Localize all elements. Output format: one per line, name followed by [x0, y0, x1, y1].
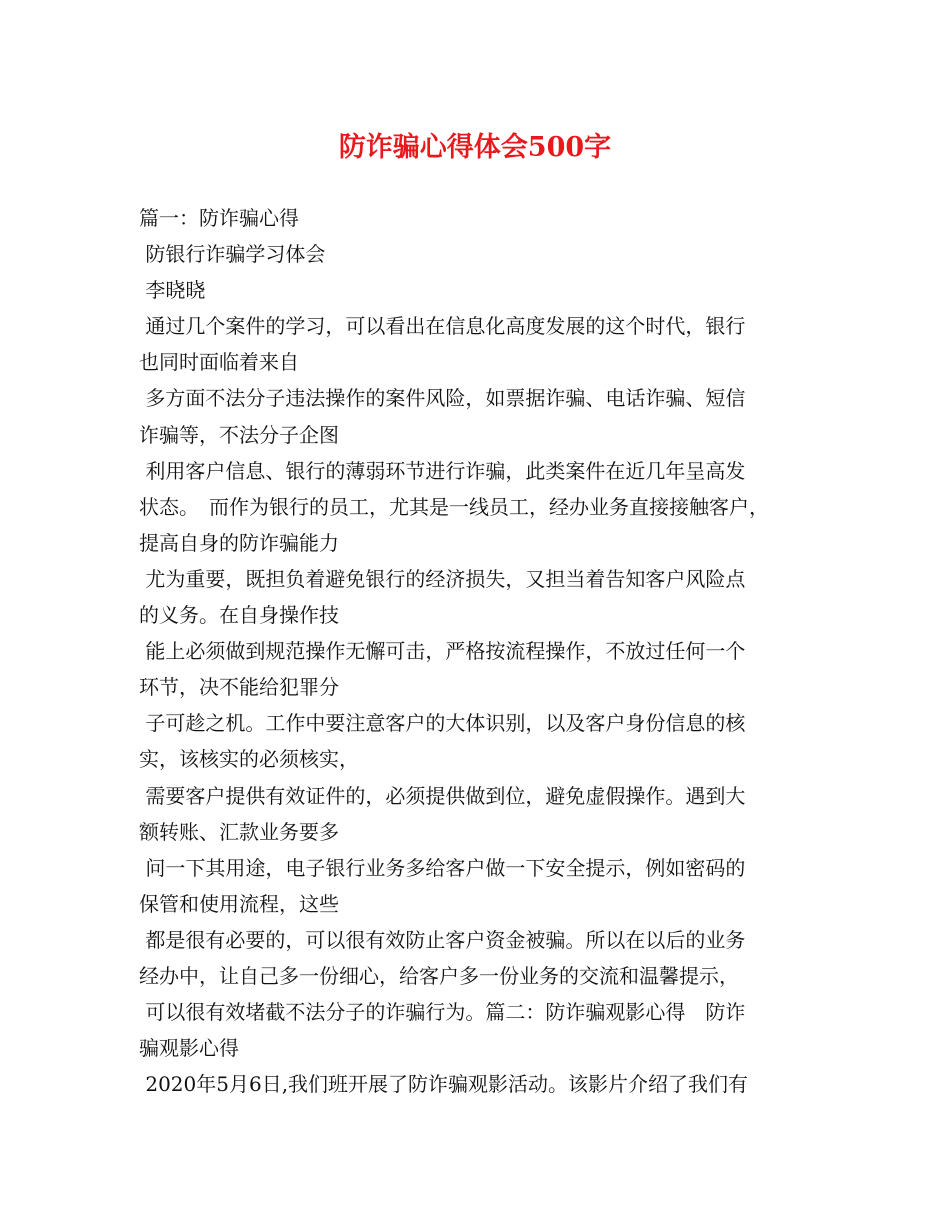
text-line: 问一下其用途，电子银行业务多给客户做一下安全提示，例如密码的: [139, 855, 746, 880]
text-line: 能上必须做到规范操作无懈可击，严格按流程操作，不放过任何一个: [139, 639, 746, 664]
text-line: 都是很有必要的，可以很有效防止客户资金被骗。所以在以后的业务: [139, 927, 746, 952]
text-line: 保管和使用流程，这些: [139, 891, 339, 916]
text-line: 额转账、汇款业务要多: [139, 819, 339, 844]
text-line: 诈骗等，不法分子企图: [139, 422, 339, 447]
text-line: 需要客户提供有效证件的，必须提供做到位，避免虚假操作。遇到大: [139, 783, 746, 808]
text-line: 骗观影心得: [139, 1036, 239, 1061]
text-line: 环节，决不能给犯罪分: [139, 675, 339, 700]
document-body: [139, 200, 829, 1102]
text-line: 多方面不法分子违法操作的案件风险，如票据诈骗、电话诈骗、短信: [139, 386, 746, 411]
text-line: 状态。 而作为银行的员工，尤其是一线员工，经办业务直接接触客户，: [139, 494, 769, 519]
text-line: 尤为重要，既担负着避免银行的经济损失，又担当着告知客户风险点: [139, 566, 746, 591]
text-line: 可以很有效堵截不法分子的诈骗行为。篇二：防诈骗观影心得 防诈: [139, 1000, 746, 1025]
text-line: 李晓晓: [139, 278, 206, 303]
text-line: 防银行诈骗学习体会: [139, 242, 326, 267]
text-line: 也同时面临着来自: [139, 350, 299, 375]
text-line: 提高自身的防诈骗能力: [139, 530, 339, 555]
text-line: 实，该核实的必须核实，: [139, 747, 359, 772]
text-line: 通过几个案件的学习，可以看出在信息化高度发展的这个时代，银行: [139, 314, 746, 339]
text-line: 经办中，让自己多一份细心，给客户多一份业务的交流和温馨提示，: [139, 963, 739, 988]
text-line: 篇一：防诈骗心得: [139, 206, 299, 230]
text-line: 2020年5月6日,我们班开展了防诈骗观影活动。该影片介绍了我们有: [139, 1072, 749, 1097]
text-line: 利用客户信息、银行的薄弱环节进行诈骗，此类案件在近几年呈高发: [139, 458, 746, 483]
text-line: 子可趁之机。工作中要注意客户的大体识别，以及客户身份信息的核: [139, 711, 746, 736]
text-line: 的义务。在自身操作技: [139, 603, 339, 628]
document-title: 防诈骗心得体会500字: [338, 132, 612, 163]
